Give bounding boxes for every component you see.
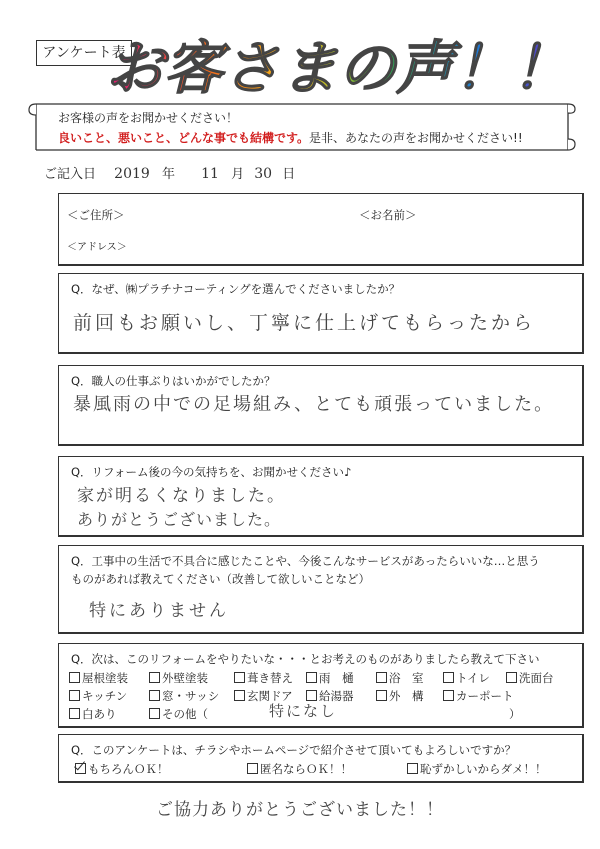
- q3-question: Q．リフォーム後の今の気持ちを、お聞かせください♪: [71, 465, 352, 479]
- q5-options: [69, 670, 579, 722]
- q2-box: [58, 365, 584, 446]
- date-label: ご記入日: [44, 167, 97, 182]
- q5-other-close: ）: [509, 707, 521, 721]
- q1-question: Q．なぜ、㈱プラチナコーティングを選んでくださいましたか？: [71, 282, 401, 296]
- email-label: ＜アドレス＞: [67, 242, 127, 253]
- q4-answer: 特にありません: [89, 601, 229, 621]
- date-month-unit: 月: [231, 167, 245, 182]
- entry-date: [44, 163, 295, 182]
- q5-option[interactable]: トイレ: [443, 670, 490, 686]
- q5-option[interactable]: 白あり: [69, 706, 117, 722]
- q6-option-ok[interactable]: もちろんＯＫ！: [75, 761, 169, 777]
- date-day-unit: 日: [282, 167, 296, 182]
- q1-box: [58, 273, 584, 354]
- q5-box: [58, 643, 584, 728]
- q5-option[interactable]: 雨 樋: [306, 670, 354, 686]
- date-year-unit: 年: [161, 167, 175, 182]
- q2-question: Q．職人の仕事ぶりはいかがでしたか？: [71, 374, 276, 388]
- intro-emphasis: 良いこと、悪いこと、どんな事でも結構です。: [58, 131, 310, 145]
- q5-option[interactable]: 洗面台: [506, 670, 554, 686]
- q5-other-answer: 特になし: [269, 702, 338, 720]
- q3-answer-line-2: ありがとうございました。: [77, 510, 282, 529]
- address-label: ＜ご住所＞: [67, 208, 125, 222]
- q6-question: Q．このアンケートは、チラシやホームページで紹介させて頂いてもよろしいですか？: [71, 743, 517, 757]
- q4-question-line-1: Q．工事中の生活で不具合に感じたことや、今後こんなサービスがあったらいいな…と思う: [71, 554, 540, 568]
- intro-request: 是非、あなたの声をお聞かせください!!: [309, 131, 523, 145]
- date-day: 30: [254, 166, 273, 182]
- q5-option[interactable]: 玄関ドア: [234, 688, 293, 704]
- intro-text: [58, 108, 523, 148]
- q2-answer: 暴風雨の中での足場組み、とても頑張っていました。: [73, 394, 555, 415]
- page-title: お客さまの声！！: [105, 34, 571, 102]
- q4-question-line-2: ものがあれば教えてください（改善して欲しいことなど）: [71, 572, 370, 586]
- q5-option[interactable]: 外 構: [376, 688, 424, 704]
- q6-option-no[interactable]: 恥ずかしいからダメ！！: [407, 761, 547, 777]
- q5-option[interactable]: 屋根塗装: [69, 670, 128, 686]
- q5-option[interactable]: 浴 室: [376, 670, 424, 686]
- q6-option-anonymous[interactable]: 匿名ならＯＫ！！: [247, 761, 352, 777]
- q5-option[interactable]: 外壁塗装: [149, 670, 208, 686]
- date-year: 2019: [114, 166, 150, 182]
- q5-option[interactable]: 葺き替え: [234, 670, 293, 686]
- q3-box: [58, 456, 584, 537]
- q5-question: Q．次は、このリフォームをやりたいな・・・とお考えのものがありましたら教えて下さい: [71, 652, 540, 666]
- name-label: ＜お名前＞: [359, 208, 417, 222]
- q5-option[interactable]: 窓・サッシ: [149, 688, 219, 704]
- title-banner: [105, 20, 571, 110]
- q5-option[interactable]: キッチン: [69, 688, 127, 704]
- date-month: 11: [201, 166, 219, 182]
- q5-option-other[interactable]: その他（: [149, 706, 208, 722]
- q6-box: [58, 734, 584, 783]
- q3-answer-line-1: 家が明るくなりました。: [77, 486, 286, 506]
- q1-answer: 前回もお願いし、丁寧に仕上げてもらったから: [73, 312, 536, 334]
- q6-options: [69, 761, 579, 777]
- q5-option[interactable]: 給湯器: [306, 688, 354, 704]
- customer-info-box: [58, 193, 584, 266]
- thank-you-footer: ご協力ありがとうございました！！: [156, 800, 444, 820]
- survey-tag: アンケート表: [36, 40, 132, 66]
- q5-option[interactable]: カーポート: [443, 688, 514, 704]
- q4-box: [58, 545, 584, 634]
- intro-line-1: お客様の声をお聞かせください！: [58, 111, 239, 125]
- intro-line-2: [58, 128, 523, 148]
